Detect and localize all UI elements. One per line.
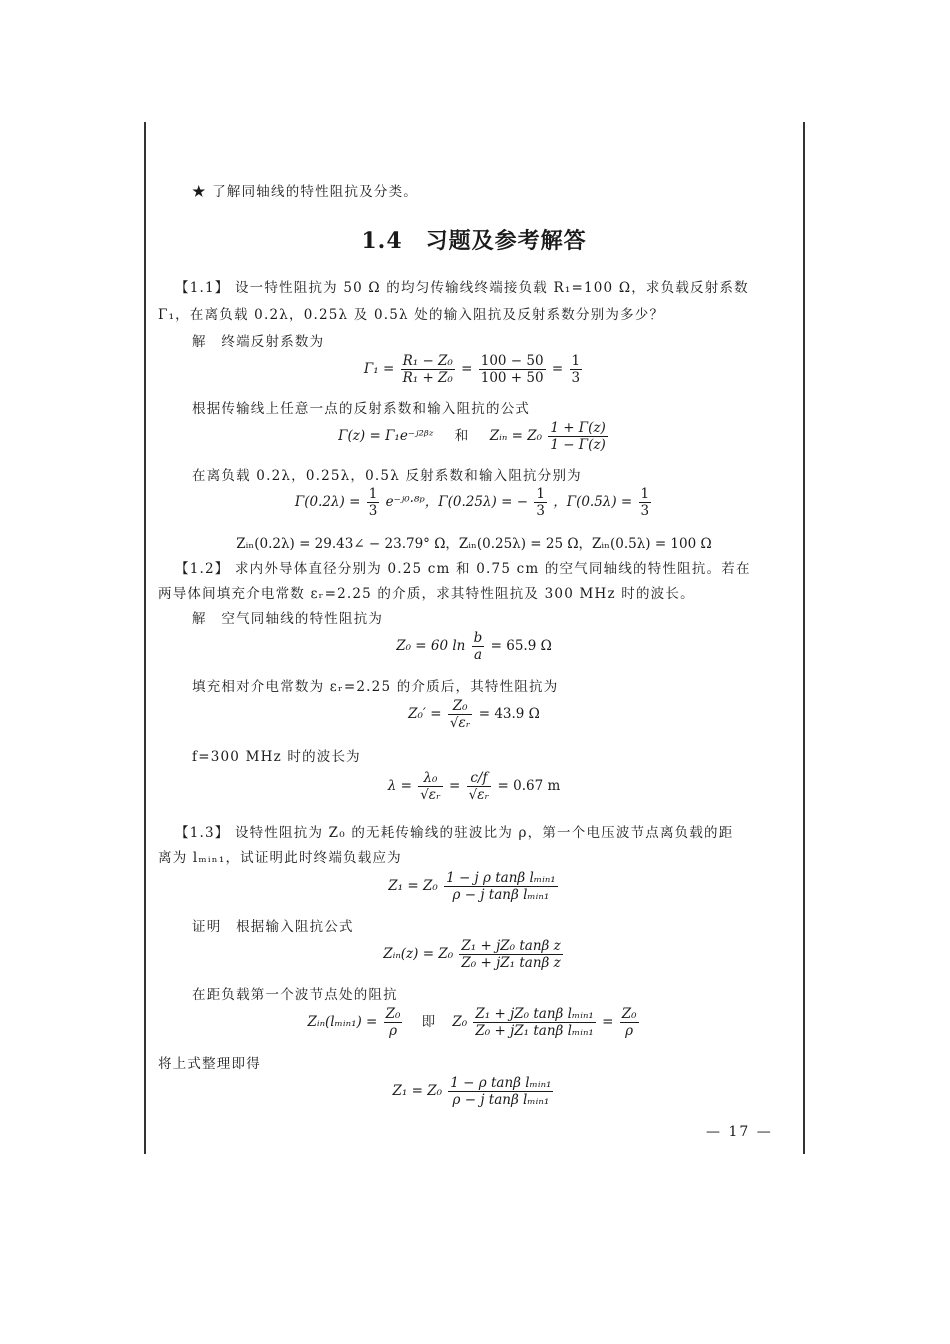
- equation-wavelength: λ = $\frac{\text{λ₀}}{\text{√εᵣ}}$ = $\frac{c/f}{\text{√εᵣ}}$ = 0.67 m: [387, 770, 561, 803]
- problem-1-3-line-1: 【1.3】 设特性阻抗为 Z₀ 的无耗传输线的驻波比为 ρ，第一个电压波节点离负载的距: [175, 825, 734, 841]
- page-number: — 17 —: [706, 1124, 773, 1140]
- solution-1-1-intro: 解 终端反射系数为: [192, 334, 325, 350]
- equation-filled-impedance: Z₀′ = $\frac{\text{Z₀}}{\text{√εᵣ}}$ = 43.9 Ω: [408, 698, 540, 731]
- section-title: 1.4 习题及参考解答: [361, 228, 587, 254]
- equation-final-load: Z₁ = Z₀ $\frac{\text{1 − ρ tanβ lₘᵢₙ₁}}{\text{ρ − j tanβ lₘᵢₙ₁}}$: [392, 1075, 552, 1108]
- problem-1-1-line-2: Γ₁，在离负载 0.2λ，0.25λ 及 0.5λ 处的输入阻抗及反射系数分别为多少？: [158, 307, 665, 323]
- equation-gamma-zin: Γ(z) = Γ₁e⁻ʲ²ᵝᶻ 和 Zᵢₙ = Z₀ $\frac{1 + \Gamma(z)}{1 - \Gamma(z)}$: [338, 420, 606, 453]
- equation-zin-values: Zᵢₙ(0.2λ) = 29.43∠ − 23.79° Ω，Zᵢₙ(0.25λ) = 25 Ω，Zᵢₙ(0.5λ) = 100 Ω: [236, 536, 712, 552]
- problem-1-3-line-2: 离为 lₘᵢₙ₁，试证明此时终端负载应为: [158, 850, 402, 866]
- equation-node-impedance: Zᵢₙ(lₘᵢₙ₁) = $\frac{\text{Z₀}}{\rho}$ 即 Z₀ $\frac{\text{Z₁ + jZ₀ tanβ lₘᵢₙ₁}}{\text{Z₀ + jZ₁ tanβ lₘᵢₙ₁}}$ = $\frac{\text{Z₀}}{\rho}$: [307, 1006, 637, 1039]
- text-wavelength-intro: f=300 MHz 时的波长为: [192, 749, 361, 765]
- text-values-intro: 在离负载 0.2λ，0.25λ，0.5λ 反射系数和输入阻抗分别为: [192, 468, 582, 484]
- proof-intro: 证明 根据输入阻抗公式: [192, 919, 354, 935]
- right-margin-rule: [803, 122, 805, 1154]
- text-rearranged: 将上式整理即得: [158, 1056, 261, 1072]
- equation-reflection-coefficient: Γ₁ = $\frac{\text{R₁ − Z₀}}{\text{R₁ + Z₀}}$ = $\frac{100 - 50}{100 + 50}$ = $\frac{1}{3}$: [363, 353, 581, 386]
- equation-load-impedance: Z₁ = Z₀ $\frac{\text{1 − j ρ tanβ lₘᵢₙ₁}}{\text{ρ − j tanβ lₘᵢₙ₁}}$: [388, 870, 556, 903]
- text-formula-intro: 根据传输线上任意一点的反射系数和输入阻抗的公式: [192, 401, 531, 417]
- problem-1-2-line-2: 两导体间填充介电常数 εᵣ=2.25 的介质，求其特性阻抗及 300 MHz 时的波长。: [158, 586, 695, 602]
- problem-1-1-line-1: 【1.1】 设一特性阻抗为 50 Ω 的均匀传输线终端接负载 R₁=100 Ω，求负载反射系数: [175, 280, 749, 296]
- text-node-impedance: 在距负载第一个波节点处的阻抗: [192, 987, 398, 1003]
- text-filled-intro: 填充相对介电常数为 εᵣ=2.25 的介质后，其特性阻抗为: [192, 679, 559, 695]
- equation-gamma-values: Γ(0.2λ) = $\frac{1}{3}$ e⁻ʲ⁰·⁸ᵖ，Γ(0.25λ) = − $\frac{1}{3}$ ，Γ(0.5λ) = $\frac{1}{3}$: [294, 486, 650, 519]
- problem-1-2-line-1: 【1.2】 求内外导体直径分别为 0.25 cm 和 0.75 cm 的空气同轴线的特性阻抗。若在: [175, 561, 751, 577]
- equation-input-impedance: Zᵢₙ(z) = Z₀ $\frac{\text{Z₁ + jZ₀ tanβ z}}{\text{Z₀ + jZ₁ tanβ z}}$: [383, 938, 561, 971]
- intro-line: ★ 了解同轴线的特性阻抗及分类。: [192, 184, 418, 200]
- solution-1-2-intro: 解 空气同轴线的特性阻抗为: [192, 611, 384, 627]
- equation-coax-impedance: Z₀ = 60 ln $\frac{b}{a}$ = 65.9 Ω: [396, 630, 552, 663]
